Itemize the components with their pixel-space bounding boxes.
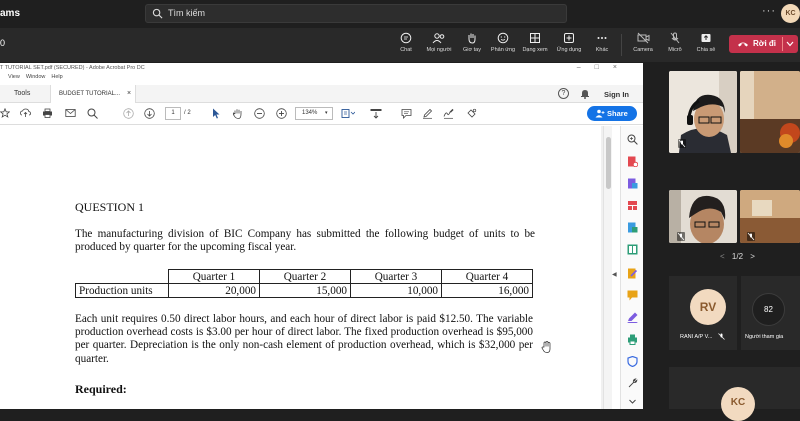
participant-video-2[interactable] <box>740 71 800 153</box>
table-header-quarter-3: Quarter 3 <box>351 270 442 284</box>
acrobat-window <box>0 63 643 409</box>
acrobat-title-bar <box>0 63 643 74</box>
chat-label: Chat <box>400 47 412 53</box>
leave-label: Rời đi <box>753 39 777 48</box>
table-cell-quarter-4: 16,000 <box>442 284 533 298</box>
more-button[interactable] <box>592 30 612 60</box>
participant-video-3[interactable] <box>669 190 737 243</box>
acrobat-tab-bar <box>0 85 643 103</box>
leave-divider <box>782 37 783 51</box>
share-screen-button[interactable] <box>695 30 717 60</box>
view-icon <box>529 32 541 44</box>
page-down-icon[interactable] <box>144 108 155 119</box>
tab-document[interactable] <box>50 85 136 103</box>
tab-document-label: BUDGET TUTORIAL... <box>59 91 121 97</box>
combine-files-icon[interactable] <box>627 244 638 255</box>
zoom-in-icon[interactable] <box>276 108 287 119</box>
camera-button[interactable] <box>631 30 655 60</box>
teams-top-bar <box>0 0 800 28</box>
apps-label: Ứng dụng <box>556 47 582 53</box>
table-row-label: Production units <box>76 284 169 298</box>
participant-video-image <box>740 71 800 153</box>
comment-tool-icon[interactable] <box>627 290 638 301</box>
mic-off-icon <box>678 139 686 148</box>
table-cell-quarter-1: 20,000 <box>169 284 260 298</box>
acrobat-toolbar <box>0 103 643 125</box>
table-row <box>76 284 533 298</box>
people-label: Mọi người <box>426 47 452 53</box>
select-cursor-icon[interactable] <box>212 108 220 119</box>
share-button[interactable] <box>587 106 637 121</box>
page-total: / 2 <box>184 110 191 116</box>
avatar: KC <box>721 387 755 421</box>
tab-tools[interactable]: Tools <box>14 90 31 97</box>
pager-label: 1/2 <box>731 252 744 261</box>
export-pdf-icon[interactable] <box>627 178 638 189</box>
edit-pdf-icon[interactable] <box>627 222 638 233</box>
raise-hand-label: Giơ tay <box>463 47 481 53</box>
create-pdf-icon[interactable] <box>627 156 638 167</box>
table-header-quarter-4: Quarter 4 <box>442 270 533 284</box>
print-production-icon[interactable] <box>627 334 638 345</box>
search-icon[interactable] <box>87 108 98 119</box>
mic-off-icon <box>747 232 755 241</box>
zoom-select[interactable] <box>295 107 333 120</box>
organize-pages-icon[interactable] <box>627 200 638 211</box>
participant-name <box>680 333 725 340</box>
chevron-right-icon[interactable]: > <box>750 252 755 261</box>
close-icon[interactable]: × <box>127 90 132 97</box>
question-title: QUESTION 1 <box>75 200 144 214</box>
share-screen-icon <box>700 32 712 44</box>
camera-off-icon <box>637 32 650 44</box>
people-icon <box>432 32 446 44</box>
chat-icon <box>400 32 412 44</box>
apps-button[interactable] <box>554 30 584 60</box>
tools-wrench-icon[interactable] <box>627 378 638 389</box>
mic-button[interactable] <box>665 30 685 60</box>
search-placeholder: Tìm kiếm <box>168 8 205 18</box>
toolbar-divider <box>621 34 622 56</box>
search-input[interactable] <box>145 4 567 23</box>
sign-icon[interactable] <box>443 108 454 119</box>
vertical-scrollbar[interactable] <box>603 126 612 409</box>
hand-cursor-icon <box>541 341 552 353</box>
tools-side-panel <box>620 126 643 409</box>
window-title: T TUTORIAL SET.pdf (SECURED) - Adobe Acrobat Pro DC <box>0 65 145 71</box>
required-heading: Required: <box>75 382 127 396</box>
avatar: RV <box>690 289 726 325</box>
paragraph-intro: The manufacturing division of BIC Company has submitted the following budget of units to be produced by quarter for the upcoming fiscal year. <box>75 228 535 253</box>
people-button[interactable] <box>424 30 454 60</box>
menu-help[interactable]: Help <box>51 74 63 80</box>
menu-view[interactable]: View <box>8 74 20 80</box>
camera-label: Camera <box>633 47 653 53</box>
window-controls[interactable]: –□× <box>576 64 631 71</box>
protect-icon[interactable] <box>627 356 638 367</box>
more-icon <box>596 32 608 44</box>
bell-icon[interactable] <box>580 88 590 99</box>
view-label: Dạng xem <box>522 47 548 53</box>
raise-hand-button[interactable] <box>461 30 483 60</box>
table-corner-cell <box>76 270 169 284</box>
sign-tool-icon[interactable] <box>627 312 638 323</box>
zoom-value: 134% <box>302 110 318 116</box>
chevron-left-icon[interactable]: < <box>720 252 725 261</box>
fill-sign-icon[interactable] <box>627 268 638 279</box>
mic-label: Micrô <box>668 47 682 53</box>
view-button[interactable] <box>521 30 549 60</box>
comment-icon[interactable] <box>401 108 412 119</box>
meeting-control-bar <box>0 28 800 62</box>
star-icon[interactable] <box>0 108 10 118</box>
search-icon <box>152 8 163 19</box>
paragraph-details: Each unit requires 0.50 direct labor hours, and each hour of direct labor is paid $12.50. The variable production overhead costs is $3.00 per hour of direct labor. The fixed production overhead is $95,000 per quarter. Depreciation is the only non-cash element of production overhead, which is $32,000 per quarter. <box>75 313 533 365</box>
mic-off-icon <box>677 232 685 241</box>
table-header-quarter-2: Quarter 2 <box>260 270 351 284</box>
collapse-panel-icon[interactable]: ◀ <box>612 272 617 278</box>
production-budget-table <box>75 269 533 298</box>
reaction-icon <box>497 32 509 44</box>
participants-label: Người tham gia <box>745 334 784 340</box>
hand-tool-icon[interactable] <box>232 108 243 119</box>
reaction-button[interactable] <box>490 30 516 60</box>
apps-icon <box>563 32 575 44</box>
participant-count: 82 <box>752 293 785 326</box>
mail-icon[interactable] <box>65 108 76 118</box>
participant-name-label: RANI A/P V... <box>680 333 713 340</box>
participant-video-4[interactable] <box>740 190 800 243</box>
redact-icon[interactable] <box>466 108 477 119</box>
table-header-row <box>76 270 533 284</box>
mic-off-icon <box>718 333 725 340</box>
chat-button[interactable] <box>396 30 416 60</box>
chevron-down-icon[interactable] <box>786 41 794 47</box>
zoom-out-icon[interactable] <box>254 108 265 119</box>
document-viewport[interactable] <box>0 126 603 409</box>
chevron-down-icon: ▾ <box>325 110 328 116</box>
share-label: Share <box>607 109 628 118</box>
fit-page-icon[interactable] <box>341 108 355 119</box>
table-cell-quarter-3: 10,000 <box>351 284 442 298</box>
video-pager[interactable] <box>720 252 755 261</box>
scrollbar-thumb[interactable] <box>606 137 611 189</box>
table-header-quarter-1: Quarter 1 <box>169 270 260 284</box>
sign-in-link[interactable]: Sign In <box>604 90 629 99</box>
print-icon[interactable] <box>42 108 53 118</box>
upload-icon[interactable] <box>20 108 31 118</box>
participant-video-1[interactable] <box>669 71 737 153</box>
mic-off-icon <box>669 32 681 44</box>
more-label: Khác <box>595 47 609 53</box>
pdf-page <box>0 126 601 409</box>
scroll-mode-icon[interactable] <box>370 108 382 119</box>
page-up-icon[interactable] <box>123 108 134 119</box>
share-screen-label: Chia sẻ <box>696 47 716 53</box>
more-options-button[interactable]: ··· <box>762 5 776 17</box>
leave-button[interactable] <box>729 35 798 53</box>
raise-hand-icon <box>466 32 478 44</box>
user-avatar[interactable]: KC <box>781 4 800 23</box>
zoom-tool-icon[interactable] <box>627 134 638 145</box>
acrobat-menu-bar <box>0 74 643 84</box>
meeting-timer: 0 <box>0 38 6 48</box>
table-cell-quarter-2: 15,000 <box>260 284 351 298</box>
chevron-down-icon[interactable] <box>627 396 638 407</box>
hang-up-icon <box>737 40 749 48</box>
reaction-label: Phản ứng <box>490 47 516 53</box>
pen-icon[interactable] <box>422 108 433 119</box>
app-title: ams <box>0 8 21 19</box>
menu-window[interactable]: Window <box>25 74 46 80</box>
help-icon[interactable]: ? <box>558 88 569 99</box>
page-number-input[interactable]: 1 <box>165 107 181 120</box>
add-person-icon <box>595 109 605 118</box>
